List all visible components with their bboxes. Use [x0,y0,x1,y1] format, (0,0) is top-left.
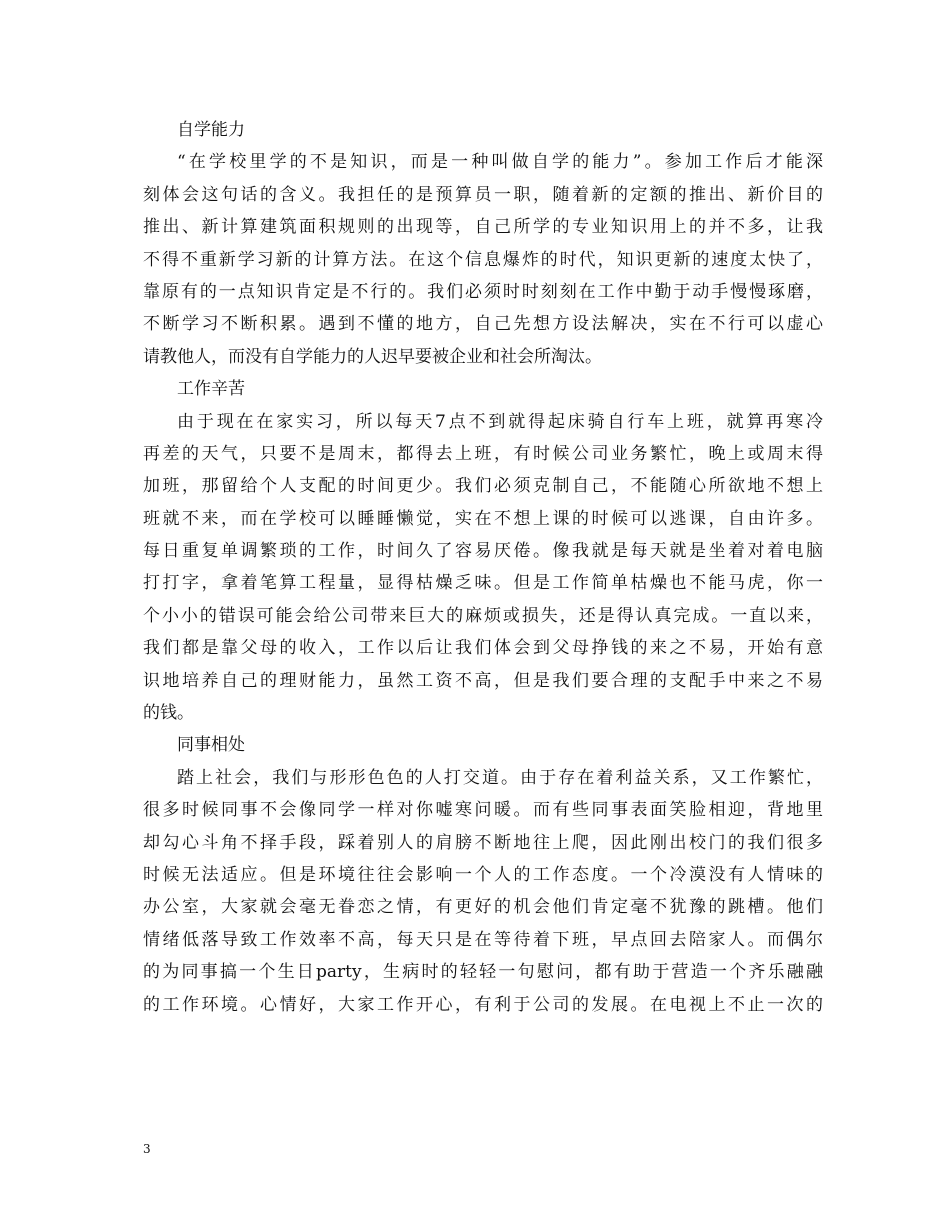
paragraph-line: 再差的天气，只要不是周末，都得去上班，有时候公司业务繁忙，晚上或周末得 [143,443,823,464]
section-heading-hard-work: 工作辛苦 [177,379,245,400]
paragraph-line: 靠原有的一点知识肯定是不行的。我们必须时时刻刻在工作中勤于动手慢慢琢磨， [143,281,823,302]
paragraph-line: 却勾心斗角不择手段，踩着别人的肩膀不断地往上爬，因此刚出校门的我们很多 [143,832,823,853]
paragraph-line: 办公室，大家就会毫无眷恋之情，有更好的机会他们肯定毫不犹豫的跳槽。他们 [143,897,823,918]
paragraph-line: 我们都是靠父母的收入，工作以后让我们体会到父母挣钱的来之不易，开始有意 [143,638,823,659]
document-body [143,114,823,1021]
paragraph-line: 加班，那留给个人支配的时间更少。我们必须克制自己，不能随心所欲地不想上 [143,476,823,497]
section-heading-self-learning: 自学能力 [177,120,245,140]
paragraph-line: 刻体会这句话的含义。我担任的是预算员一职，随着新的定额的推出、新价目的 [143,184,823,205]
paragraph-line: 请教他人，而没有自学能力的人迟早要被企业和社会所淘汰。 [143,346,602,367]
paragraph-line: 推出、新计算建筑面积规则的出现等，自己所学的专业知识用上的并不多，让我 [143,217,823,238]
paragraph-line: 不得不重新学习新的计算方法。在这个信息爆炸的时代，知识更新的速度太快了， [143,249,823,270]
paragraph-line: 每日重复单调繁琐的工作，时间久了容易厌倦。像我就是每天就是坐着对着电脑 [143,541,823,562]
page-number: 3 [143,1142,151,1156]
paragraph-line: 班就不来，而在学校可以睡睡懒觉，实在不想上课的时候可以逃课，自由许多。 [143,508,823,529]
paragraph-line: 不断学习不断积累。遇到不懂的地方，自己先想方设法解决，实在不行可以虚心 [143,314,823,335]
paragraph-line: 很多时候同事不会像同学一样对你嘘寒问暖。而有些同事表面笑脸相迎，背地里 [143,800,823,821]
paragraph-line: 时候无法适应。但是环境往往会影响一个人的工作态度。一个冷漠没有人情味的 [143,864,823,885]
paragraph-line: 打打字，拿着笔算工程量，显得枯燥乏味。但是工作简单枯燥也不能马虎，你一 [143,573,823,594]
paragraph-line: 情绪低落导致工作效率不高，每天只是在等待着下班，早点回去陪家人。而偶尔 [143,929,823,950]
paragraph-line: 由于现在在家实习，所以每天7点不到就得起床骑自行车上班，就算再寒冷 [177,411,823,432]
paragraph-line: 识地培养自己的理财能力，虽然工资不高，但是我们要合理的支配手中来之不易 [143,670,823,691]
paragraph-line: 个小小的错误可能会给公司带来巨大的麻烦或损失，还是得认真完成。一直以来， [143,605,823,626]
paragraph-line: 踏上社会，我们与形形色色的人打交道。由于存在着利益关系，又工作繁忙， [177,767,823,788]
paragraph-line: 的为同事搞一个生日party，生病时的轻轻一句慰问，都有助于营造一个齐乐融融 [143,962,823,983]
paragraph-line: “在学校里学的不是知识，而是一种叫做自学的能力”。参加工作后才能深 [177,152,823,173]
paragraph-line: 的工作环境。心情好，大家工作开心，有利于公司的发展。在电视上不止一次的 [143,994,823,1015]
paragraph-line: 的钱。 [143,703,194,724]
section-heading-colleagues: 同事相处 [177,735,245,756]
